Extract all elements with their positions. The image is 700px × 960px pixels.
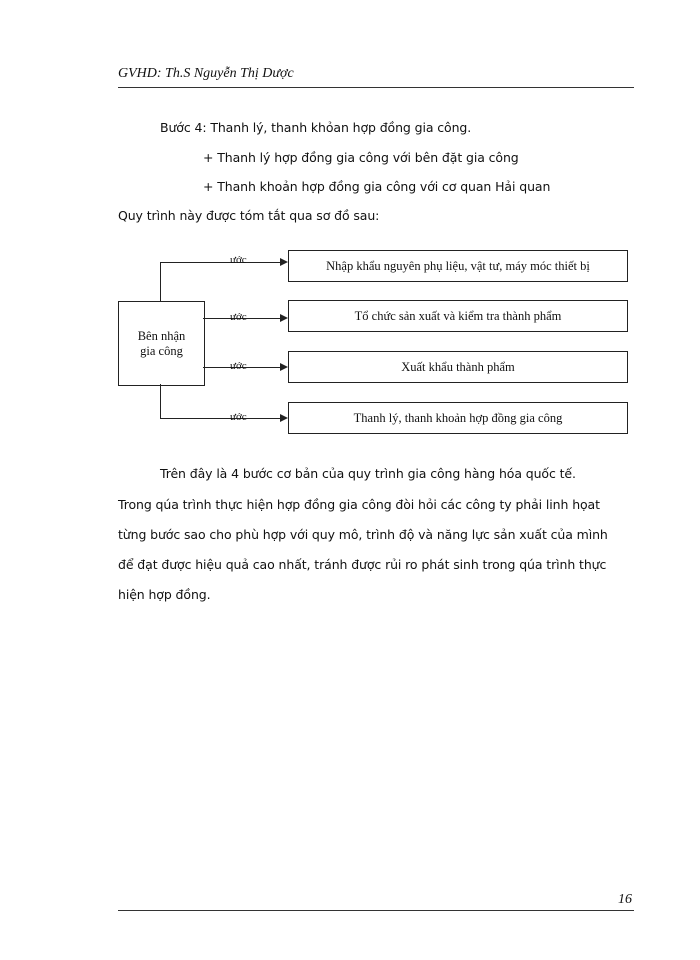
diagram-intro: Quy trình này được tóm tắt qua sơ đồ sau: xyxy=(118,208,380,223)
footer-rule xyxy=(118,910,634,911)
step-label-2: ước xyxy=(230,311,247,323)
bullet-liquidation: + Thanh lý hợp đồng gia công với bên đặt gia công xyxy=(203,150,519,165)
conclusion-line-1: Trên đây là 4 bước cơ bản của quy trình gia công hàng hóa quốc tế. xyxy=(160,466,576,481)
conclusion-line-3: từng bước sao cho phù hợp với quy mô, trình độ và năng lực sản xuất của mình xyxy=(118,527,608,542)
source-box-line1: Bên nhận xyxy=(137,328,186,343)
bullet-customs: + Thanh khoản hợp đồng gia công với cơ quan Hải quan xyxy=(203,179,551,194)
arrow-line-4 xyxy=(160,418,280,419)
step-box-2: Tổ chức sản xuất và kiểm tra thành phẩm xyxy=(288,300,628,332)
step-label-1: ước xyxy=(230,254,247,266)
connector-bottom xyxy=(160,384,161,418)
source-box-line2: gia công xyxy=(140,343,183,358)
step-label-3: ước xyxy=(230,360,247,372)
connector-top xyxy=(160,262,161,301)
conclusion-line-2: Trong qúa trình thực hiện hợp đồng gia công đòi hỏi các công ty phải linh họat xyxy=(118,497,600,512)
arrow-head-2 xyxy=(280,314,288,322)
step-label-4: ước xyxy=(230,411,247,423)
step-box-3: Xuất khẩu thành phẩm xyxy=(288,351,628,383)
conclusion-line-5: hiện hợp đồng. xyxy=(118,587,211,602)
arrow-head-3 xyxy=(280,363,288,371)
step-box-4: Thanh lý, thanh khoản hợp đồng gia công xyxy=(288,402,628,434)
source-box xyxy=(118,301,205,386)
step-4-text: Bước 4: Thanh lý, thanh khỏan hợp đồng gia công. xyxy=(160,120,472,135)
arrow-head-1 xyxy=(280,258,288,266)
arrow-line-1 xyxy=(160,262,280,263)
page-number: 16 xyxy=(618,892,632,907)
arrow-head-4 xyxy=(280,414,288,422)
step-box-1: Nhập khẩu nguyên phụ liệu, vật tư, máy móc thiết bị xyxy=(288,250,628,282)
page-header: GVHD: Th.S Nguyễn Thị Dược xyxy=(118,66,634,88)
conclusion-line-4: để đạt được hiệu quả cao nhất, tránh được rủi ro phát sinh trong qúa trình thực xyxy=(118,557,607,572)
